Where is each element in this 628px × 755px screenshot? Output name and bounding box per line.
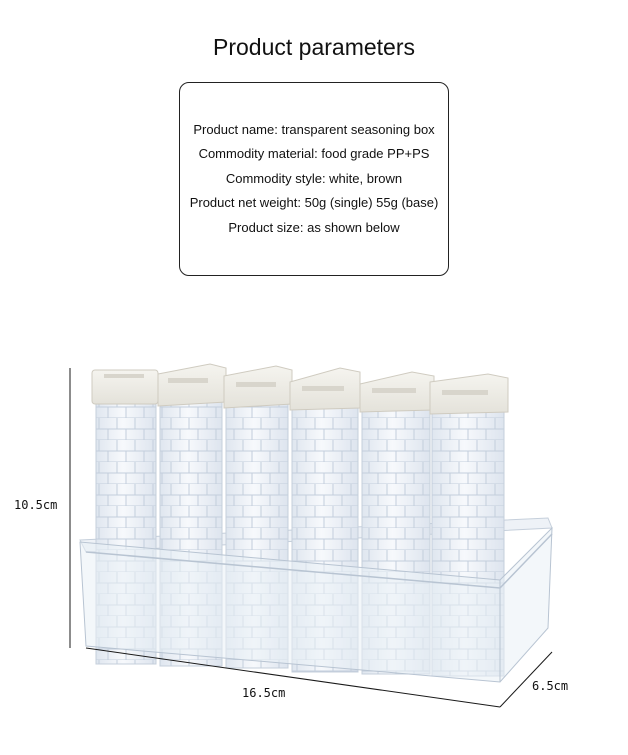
param-material: Commodity material: food grade PP+PS [198,146,430,162]
width-label: 16.5cm [242,686,286,700]
param-product-name: Product name: transparent seasoning box [193,121,435,137]
parameters-box [179,82,449,276]
depth-label: 6.5cm [532,679,569,693]
param-size: Product size: as shown below [228,219,400,235]
param-style: Commodity style: white, brown [225,170,403,186]
param-weight: Product net weight: 50g (single) 55g (base) [189,195,439,211]
page-title: Product parameters [213,34,415,60]
height-label: 10.5cm [14,498,58,512]
product-illustration [0,330,628,750]
